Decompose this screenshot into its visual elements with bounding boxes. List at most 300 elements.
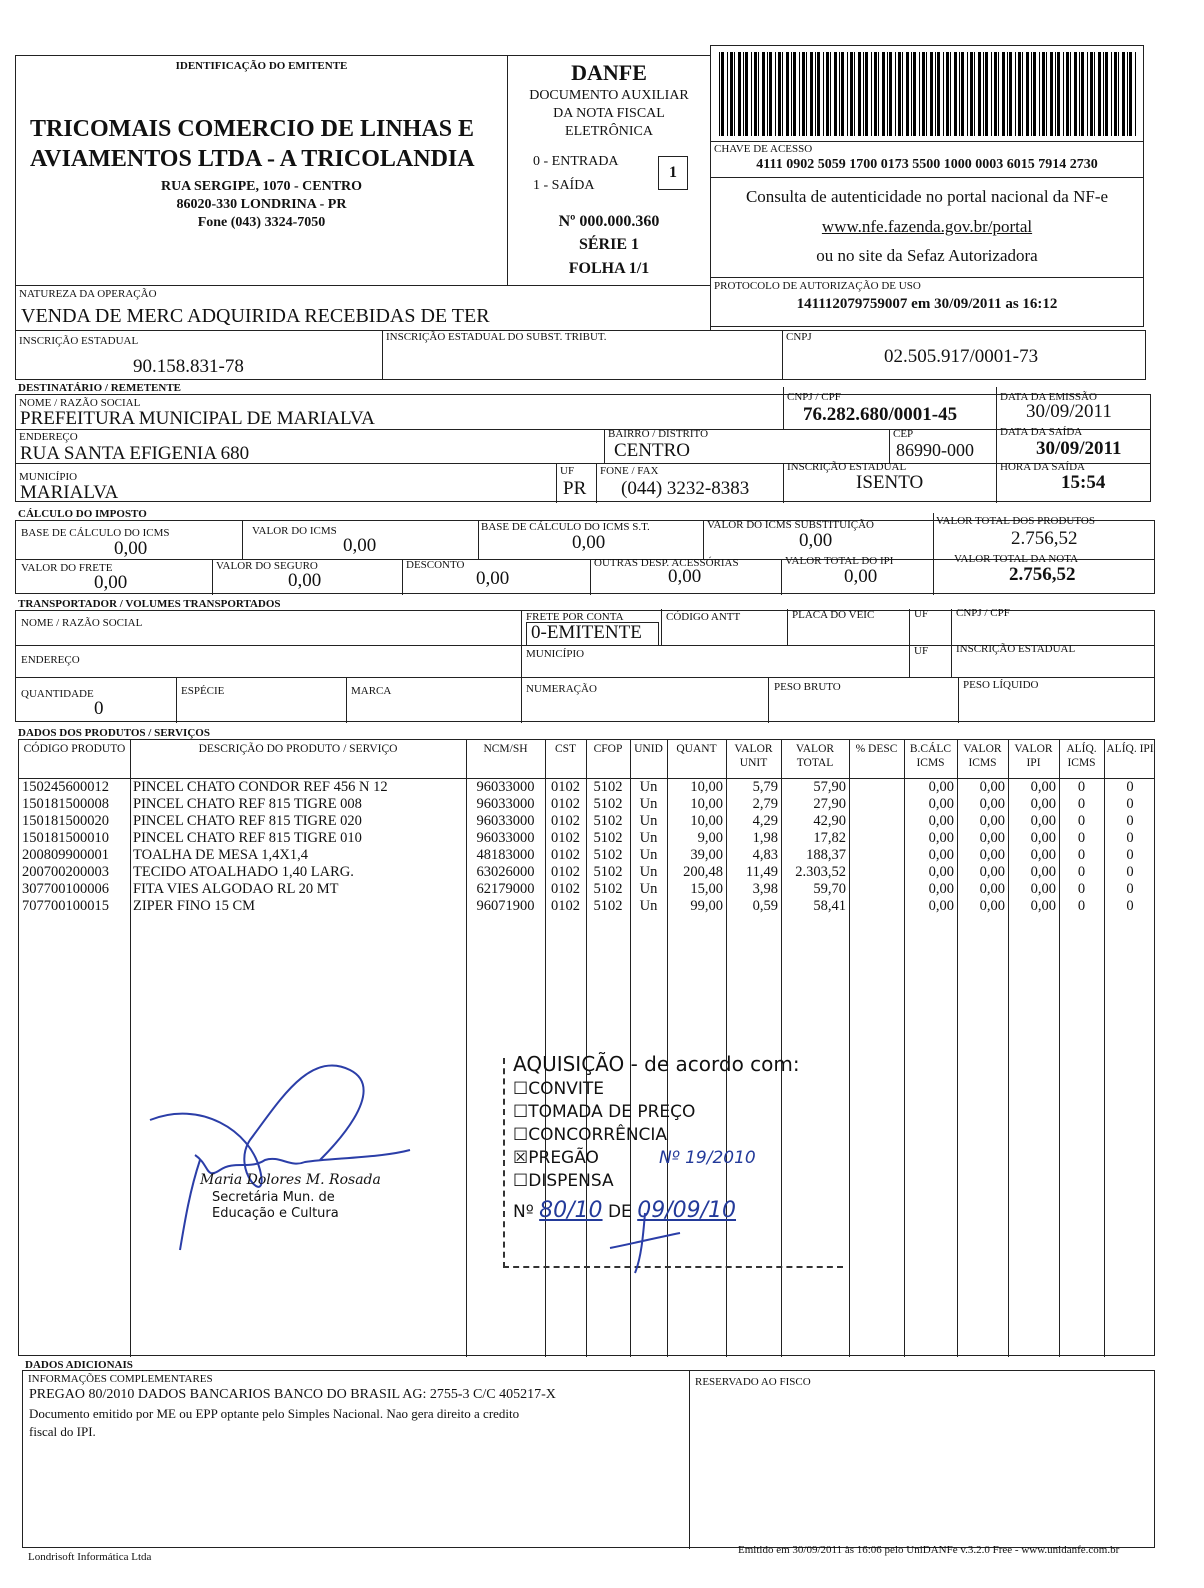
barcode-bar	[1087, 52, 1088, 136]
dest-fone: (044) 3232-8383	[621, 478, 750, 499]
barcode-bar	[854, 52, 855, 136]
column-header: VALOR ICMS	[963, 743, 1002, 769]
barcode-bar	[815, 52, 816, 136]
table-cell: 0	[1126, 847, 1134, 863]
table-cell: 0,00	[928, 779, 954, 795]
table-cell: 5102	[593, 898, 623, 914]
ipi-label: VALOR TOTAL DO IPI	[785, 555, 894, 567]
outras: 0,00	[668, 566, 702, 587]
barcode-bar	[727, 52, 728, 136]
danfe-numero: Nº 000.000.360	[558, 213, 660, 230]
stamp-opt-concorrencia	[513, 1124, 756, 1147]
dest-saida: 30/09/2011	[1036, 438, 1122, 459]
barcode-bar	[839, 52, 840, 136]
footer-left: Londrisoft Informática Ltda	[28, 1551, 152, 1563]
barcode-bar	[1074, 52, 1077, 136]
barcode-bar	[1127, 52, 1128, 136]
table-cell: Un	[639, 813, 658, 829]
table-cell: 150245600012	[22, 779, 109, 795]
table-cell: 5102	[593, 779, 623, 795]
transp-ie-label: INSCRIÇÃO ESTADUAL	[956, 643, 1076, 655]
dest-nome-label: NOME / RAZÃO SOCIAL	[19, 397, 141, 409]
barcode-bar	[998, 52, 999, 136]
table-cell: 200809900001	[22, 847, 109, 863]
table-cell: 2.303,52	[795, 864, 846, 880]
table-cell: 5,79	[752, 779, 778, 795]
table-cell: 0,00	[1030, 847, 1056, 863]
table-cell: Un	[639, 864, 658, 880]
portal-link[interactable]: www.nfe.fazenda.gov.br/portal	[821, 217, 1033, 236]
barcode-bar	[806, 52, 807, 136]
dest-emissao: 30/09/2011	[1026, 401, 1112, 422]
danfe-subtitle-3: ELETRÔNICA	[565, 124, 653, 139]
barcode-bar	[823, 52, 824, 136]
stamp-opt4-label: PREGÃO	[528, 1148, 599, 1168]
dest-ie: ISENTO	[856, 472, 924, 493]
barcode-bar	[878, 52, 879, 136]
barcode-bar	[1009, 52, 1012, 136]
chave-value: 4111 0902 5059 1700 0173 5500 1000 0003 6015 7914 2730	[756, 157, 1098, 172]
dest-bairro-label: BAIRRO / DISTRITO	[608, 428, 709, 440]
barcode-bar	[1026, 52, 1029, 136]
ie-value: 90.158.831-78	[133, 356, 244, 377]
table-cell: 10,00	[690, 779, 723, 795]
table-cell: 150181500008	[22, 796, 109, 812]
barcode-bar	[935, 52, 936, 136]
table-cell: 0,00	[928, 813, 954, 829]
barcode-bar	[1129, 52, 1132, 136]
table-cell: 58,41	[813, 898, 846, 914]
barcode-bar	[1055, 52, 1056, 136]
table-cell: 0,00	[928, 898, 954, 914]
chave-sefaz: ou no site da Sefaz Autorizadora	[816, 246, 1038, 265]
barcode-bar	[1111, 52, 1112, 136]
barcode-bar	[1090, 52, 1093, 136]
table-row	[19, 796, 1156, 813]
barcode-bar	[830, 52, 831, 136]
table-cell: 0102	[551, 847, 580, 863]
barcode-bar	[874, 52, 877, 136]
table-cell: 0	[1126, 813, 1134, 829]
barcode-bar	[1081, 52, 1084, 136]
desconto: 0,00	[476, 568, 510, 589]
transporte-box	[15, 607, 1155, 722]
table-cell: 10,00	[690, 813, 723, 829]
dest-uf: PR	[563, 478, 587, 499]
table-cell: TECIDO ATOALHADO 1,40 LARG.	[133, 864, 354, 880]
table-cell: 0,00	[928, 796, 954, 812]
table-row	[19, 881, 1156, 898]
barcode-bar	[802, 52, 805, 136]
column-header: B.CÁLC ICMS	[909, 743, 952, 769]
barcode-bar	[994, 52, 997, 136]
column-header: QUANT	[676, 743, 717, 755]
aquisicao-stamp	[503, 1052, 843, 1268]
table-cell: PINCEL CHATO REF 815 TIGRE 010	[133, 830, 362, 846]
transp-uf2-label: UF	[914, 645, 929, 657]
column-header: ALÍQ. ICMS	[1066, 743, 1097, 769]
danfe-folha: FOLHA 1/1	[568, 260, 650, 277]
table-cell: 39,00	[690, 847, 723, 863]
imposto-box	[15, 515, 1155, 594]
stamp-date: 09/09/10	[637, 1198, 737, 1223]
emitente-phone: Fone (043) 3324-7050	[197, 215, 326, 230]
destinatario-box	[15, 391, 1151, 503]
barcode-bar	[1079, 52, 1080, 136]
barcode-bar	[1050, 52, 1053, 136]
transp-frete: 0-EMITENTE	[526, 622, 659, 646]
checkbox-checked-icon: ☒	[513, 1148, 529, 1168]
barcode-bar	[1122, 52, 1125, 136]
barcode-bar	[913, 52, 916, 136]
info-line-2: Documento emitido por ME ou EPP optante pelo Simples Nacional. Nao gera direito a credito	[29, 1406, 520, 1421]
table-cell: 96071900	[476, 898, 535, 914]
chave-label: CHAVE DE ACESSO	[714, 143, 813, 155]
table-cell: 307700100006	[22, 881, 109, 897]
barcode-bar	[1057, 52, 1060, 136]
table-cell: 0	[1126, 898, 1134, 914]
table-cell: PINCEL CHATO REF 815 TIGRE 020	[133, 813, 362, 829]
frete: 0,00	[94, 572, 128, 593]
table-cell: Un	[639, 881, 658, 897]
barcode-bar	[782, 52, 783, 136]
barcode-bar	[898, 52, 901, 136]
barcode-bar	[1046, 52, 1047, 136]
table-row	[19, 830, 1156, 847]
table-cell: 0,00	[928, 881, 954, 897]
table-cell: 11,49	[745, 864, 778, 880]
column-header: CÓDIGO PRODUTO	[23, 743, 126, 755]
barcode-bar	[1063, 52, 1064, 136]
barcode-bar	[767, 52, 768, 136]
protocolo-box	[710, 277, 1144, 327]
barcode-bar	[911, 52, 912, 136]
emitente-address: RUA SERGIPE, 1070 - CENTRO	[160, 179, 363, 194]
barcode-bar	[1070, 52, 1071, 136]
dest-endereco: RUA SANTA EFIGENIA 680	[20, 443, 250, 464]
column-header: NCM/SH	[483, 743, 528, 755]
barcode-bar	[817, 52, 820, 136]
imposto-section: CÁLCULO DO IMPOSTO	[18, 508, 147, 520]
table-cell: 0,00	[979, 796, 1005, 812]
danfe-serie: SÉRIE 1	[578, 236, 640, 253]
table-cell: 4,29	[752, 813, 778, 829]
stamp-initials-scribble	[605, 1208, 685, 1278]
table-cell: 0,00	[1030, 796, 1056, 812]
emitente-name-2: AVIAMENTOS LTDA - A TRICOLANDIA	[30, 146, 475, 172]
produtos-section: DADOS DOS PRODUTOS / SERVIÇOS	[18, 727, 210, 739]
natureza-value: VENDA DE MERC ADQUIRIDA RECEBIDAS DE TER	[21, 305, 490, 327]
info-label: INFORMAÇÕES COMPLEMENTARES	[28, 1373, 213, 1385]
barcode-bar	[730, 52, 733, 136]
dest-fone-label: FONE / FAX	[600, 465, 659, 477]
danfe-entrada: 0 - ENTRADA	[533, 154, 619, 169]
dest-emissao-label: DATA DA EMISSÃO	[1000, 391, 1097, 403]
table-cell: 27,90	[813, 796, 846, 812]
barcode-bar	[1103, 52, 1104, 136]
barcode-bar	[906, 52, 909, 136]
dest-saida-label: DATA DA SAÍDA	[1000, 426, 1083, 438]
table-cell: 0,00	[979, 813, 1005, 829]
barcode-bar	[887, 52, 888, 136]
barcode-bar	[985, 52, 988, 136]
table-cell: 0102	[551, 864, 580, 880]
table-row	[19, 813, 1156, 830]
transp-qtd: 0	[94, 698, 104, 719]
column-header: VALOR UNIT	[734, 743, 773, 769]
barcode-bar	[889, 52, 892, 136]
seguro-label: VALOR DO SEGURO	[216, 560, 318, 572]
signature	[140, 1040, 440, 1260]
checkbox-empty-icon: ☐	[513, 1125, 529, 1145]
table-cell: 5102	[593, 881, 623, 897]
nota-label: VALOR TOTAL DA NOTA	[954, 553, 1079, 565]
table-cell: 0	[1077, 813, 1086, 829]
table-cell: 99,00	[690, 898, 723, 914]
barcode-bar	[1042, 52, 1045, 136]
table-cell: 0,00	[979, 898, 1005, 914]
column-header: VALOR IPI	[1014, 743, 1053, 769]
transp-liquido-label: PESO LÍQUIDO	[963, 679, 1039, 691]
table-cell: 0	[1077, 796, 1086, 812]
table-cell: 0,00	[979, 779, 1005, 795]
barcode-bar	[721, 52, 724, 136]
transp-endereco-label: ENDEREÇO	[21, 654, 80, 666]
barcode-bar	[943, 52, 944, 136]
danfe-box	[507, 55, 711, 286]
table-cell: 0102	[551, 779, 580, 795]
column-header: DESCRIÇÃO DO PRODUTO / SERVIÇO	[198, 743, 398, 755]
bc-icms-label: BASE DE CÁLCULO DO ICMS	[21, 527, 170, 539]
ie-st-label: INSCRIÇÃO ESTADUAL DO SUBST. TRIBUT.	[386, 331, 607, 343]
transp-bruto-label: PESO BRUTO	[774, 681, 841, 693]
stamp-opt-tomada	[513, 1101, 756, 1124]
barcode-bar	[1033, 52, 1036, 136]
table-cell: PINCEL CHATO CONDOR REF 456 N 12	[133, 779, 388, 795]
v-icms: 0,00	[343, 535, 377, 556]
barcode-bar	[791, 52, 792, 136]
barcode-bar	[919, 52, 920, 136]
emitente-name-1: TRICOMAIS COMERCIO DE LINHAS E	[30, 116, 475, 142]
barcode-bar	[745, 52, 748, 136]
chave-consulta: Consulta de autenticidade no portal nacional da NF-e	[745, 187, 1109, 206]
stamp-num: 80/10	[539, 1198, 603, 1223]
barcode-bar	[834, 52, 837, 136]
barcode-bar	[786, 52, 789, 136]
barcode-bar	[991, 52, 992, 136]
barcode-bar	[974, 52, 975, 136]
outras-label: OUTRAS DESP. ACESSÓRIAS	[594, 557, 739, 569]
table-cell: 0	[1126, 796, 1134, 812]
table-cell: 2,79	[752, 796, 778, 812]
bc-st-label: BASE DE CÁLCULO DO ICMS S.T.	[481, 521, 650, 533]
barcode-bar	[1022, 52, 1023, 136]
bc-st: 0,00	[572, 532, 606, 553]
table-cell: 1,98	[752, 830, 778, 846]
stamp-opt5-label: DISPENSA	[528, 1171, 614, 1191]
barcode-bar	[1114, 52, 1117, 136]
checkbox-empty-icon: ☐	[513, 1171, 529, 1191]
dest-hora-label: HORA DA SAÍDA	[1000, 461, 1085, 473]
barcode	[719, 52, 1137, 136]
table-cell: 0,00	[1030, 830, 1056, 846]
table-cell: 62179000	[476, 881, 535, 897]
danfe-title: DANFE	[571, 60, 647, 85]
barcode-bar	[758, 52, 759, 136]
dest-cep: 86990-000	[896, 440, 974, 460]
barcode-bar	[926, 52, 927, 136]
transp-qtd-label: QUANTIDADE	[21, 688, 94, 700]
barcode-bar	[1039, 52, 1040, 136]
barcode-bar	[1105, 52, 1108, 136]
ipi: 0,00	[844, 566, 878, 587]
stamp-opt4-hand: Nº 19/2010	[658, 1148, 756, 1168]
dest-municipio-label: MUNICÍPIO	[19, 471, 78, 483]
desconto-label: DESCONTO	[406, 559, 465, 571]
table-row	[19, 898, 1156, 915]
stamp-opt-convite	[513, 1078, 756, 1101]
barcode-bar	[954, 52, 957, 136]
stamp-de-label: DE	[607, 1202, 632, 1222]
barcode-bar	[967, 52, 968, 136]
dest-cnpj-label: CNPJ / CPF	[787, 391, 841, 403]
table-cell: 0,00	[979, 830, 1005, 846]
table-cell: 0	[1077, 864, 1086, 880]
table-cell: 0102	[551, 830, 580, 846]
table-cell: 707700100015	[22, 898, 109, 914]
emitente-city: 86020-330 LONDRINA - PR	[176, 197, 347, 212]
v-prod-label: VALOR TOTAL DOS PRODUTOS	[936, 515, 1095, 527]
emitente-header: IDENTIFICAÇÃO DO EMITENTE	[175, 60, 348, 72]
bc-icms: 0,00	[114, 538, 148, 559]
table-cell: Un	[639, 830, 658, 846]
barcode-bar	[970, 52, 973, 136]
barcode-bar	[850, 52, 853, 136]
table-cell: 15,00	[690, 881, 723, 897]
column-header: CFOP	[593, 743, 623, 755]
table-cell: TOALHA DE MESA 1,4X1,4	[133, 847, 308, 863]
adicionais-box	[22, 1370, 1155, 1548]
info-line-1: PREGAO 80/2010 DADOS BANCARIOS BANCO DO BRASIL AG: 2755-3 C/C 405217-X	[29, 1387, 556, 1402]
table-row	[19, 779, 1156, 796]
ie-row	[15, 330, 1146, 380]
barcode-bar	[871, 52, 872, 136]
table-cell: 5102	[593, 813, 623, 829]
table-cell: 96033000	[476, 813, 535, 829]
table-cell: 0	[1126, 779, 1134, 795]
barcode-bar	[1135, 52, 1136, 136]
transp-cnpj-label: CNPJ / CPF	[956, 607, 1010, 619]
table-cell: Un	[639, 898, 658, 914]
barcode-bar	[754, 52, 757, 136]
transp-marca-label: MARCA	[351, 685, 392, 697]
barcode-bar	[826, 52, 829, 136]
table-cell: 188,37	[806, 847, 846, 863]
adicionais-section: DADOS ADICIONAIS	[25, 1359, 133, 1371]
v-icms-label: VALOR DO ICMS	[252, 525, 337, 537]
column-header: VALOR TOTAL	[795, 743, 835, 769]
table-cell: 5102	[593, 796, 623, 812]
table-cell: 0102	[551, 796, 580, 812]
barcode-bar	[1007, 52, 1008, 136]
table-cell: ZIPER FINO 15 CM	[133, 898, 256, 914]
table-cell: 5102	[593, 864, 623, 880]
table-cell: 63026000	[476, 864, 535, 880]
column-header: CST	[554, 743, 577, 755]
table-cell: 0	[1077, 898, 1086, 914]
table-cell: 0,00	[979, 864, 1005, 880]
table-cell: 200700200003	[22, 864, 109, 880]
table-row	[19, 847, 1156, 864]
table-cell: 42,90	[813, 813, 846, 829]
frete-label: VALOR DO FRETE	[21, 562, 113, 574]
table-cell: 5102	[593, 830, 623, 846]
table-cell: 10,00	[690, 796, 723, 812]
barcode-bar	[841, 52, 844, 136]
signature-name: Maria Dolores M. Rosada	[200, 1172, 381, 1188]
barcode-bar	[978, 52, 981, 136]
table-cell: 0,00	[1030, 864, 1056, 880]
dest-endereco-label: ENDEREÇO	[19, 431, 78, 443]
barcode-bar	[847, 52, 848, 136]
v-st-label: VALOR DO ICMS SUBSTITUIÇÃO	[707, 519, 874, 531]
destinatario-section: DESTINATÁRIO / REMETENTE	[18, 382, 181, 394]
table-cell: 0,00	[1030, 881, 1056, 897]
table-cell: 0,00	[928, 830, 954, 846]
column-header: UNID	[634, 743, 663, 755]
barcode-bar	[1002, 52, 1005, 136]
barcode-bar	[1118, 52, 1119, 136]
table-cell: 0,00	[928, 847, 954, 863]
table-cell: 0	[1077, 881, 1086, 897]
table-cell: 200,48	[683, 864, 723, 880]
nota: 2.756,52	[1009, 564, 1076, 585]
table-cell: 0	[1077, 830, 1086, 846]
barcode-bar	[858, 52, 861, 136]
barcode-bar	[793, 52, 796, 136]
checkbox-empty-icon: ☐	[513, 1079, 529, 1099]
natureza-box	[15, 285, 711, 331]
table-cell: Un	[639, 847, 658, 863]
barcode-bar	[922, 52, 925, 136]
barcode-bar	[1031, 52, 1032, 136]
barcode-bar	[959, 52, 960, 136]
column-header: ALÍQ. IPI	[1106, 743, 1154, 755]
seguro: 0,00	[288, 570, 322, 591]
cnpj-value: 02.505.917/0001-73	[884, 346, 1039, 367]
table-cell: 0,00	[1030, 898, 1056, 914]
dest-cep-label: CEP	[893, 428, 914, 440]
signature-role-2: Educação e Cultura	[212, 1206, 339, 1221]
table-cell: 96033000	[476, 830, 535, 846]
table-cell: 3,98	[752, 881, 778, 897]
barcode-bar	[1098, 52, 1101, 136]
table-row	[19, 864, 1156, 881]
transp-numeracao-label: NUMERAÇÃO	[526, 683, 597, 695]
footer-right: Emitido em 30/09/2011 às 16:06 pelo UniDANFe v.3.2.0 Free - www.unidanfe.com.br	[738, 1544, 1120, 1556]
table-cell: 0,59	[752, 898, 778, 914]
transp-antt-label: CÓDIGO ANTT	[666, 611, 741, 623]
barcode-bar	[769, 52, 772, 136]
barcode-bar	[810, 52, 813, 136]
danfe-tipo-box: 1	[658, 156, 688, 190]
ie-label: INSCRIÇÃO ESTADUAL	[19, 335, 139, 347]
table-cell: 9,00	[697, 830, 723, 846]
signature-scribble	[140, 1040, 440, 1260]
table-cell: 0,00	[979, 847, 1005, 863]
emitente-box	[15, 55, 508, 286]
chave-box	[710, 45, 1144, 278]
